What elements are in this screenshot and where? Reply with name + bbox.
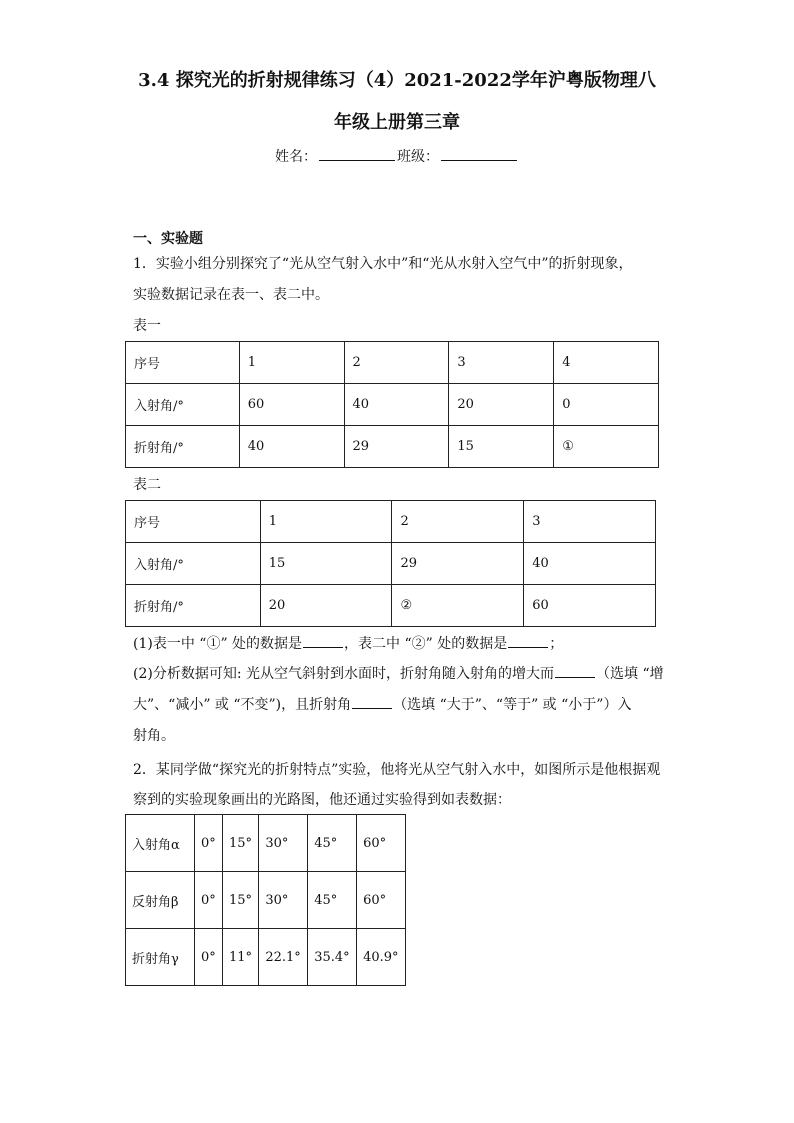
table-cell: 30° (259, 815, 308, 872)
table-row (126, 929, 406, 986)
q1-part1-text-a: (1)表一中 “①” 处的数据是 (133, 636, 303, 652)
page-title-line2: 年级上册第三章 (334, 112, 460, 133)
table-cell: 0° (195, 815, 223, 872)
table-cell: 11° (223, 929, 259, 986)
table-row (126, 815, 406, 872)
table-cell: 折射角/° (126, 426, 240, 468)
class-blank[interactable] (441, 148, 517, 161)
table-cell: 1 (239, 342, 344, 384)
table-cell: 折射角γ (126, 929, 195, 986)
q1-part2-text-d: （选填 “大于”、“等于” 或 “小于”）入 (393, 697, 632, 713)
table-cell: 15° (223, 872, 259, 929)
table-cell: 45° (308, 815, 357, 872)
table-cell: 2 (344, 342, 449, 384)
table-cell: 20 (260, 585, 392, 627)
q1-part2-line1 (133, 664, 664, 684)
table-cell: 1 (260, 501, 392, 543)
table-cell: 入射角α (126, 815, 195, 872)
table-cell: 4 (554, 342, 659, 384)
q2-text-line1: 2．某同学做“探究光的折射特点”实验，他将光从空气射入水中，如图所示是他根据观 (133, 762, 661, 778)
table-row (126, 426, 659, 468)
table-cell: 序号 (126, 501, 261, 543)
table-row (126, 384, 659, 426)
table-cell: 反射角β (126, 872, 195, 929)
table1 (125, 341, 659, 468)
table-cell: 40 (239, 426, 344, 468)
table2-label: 表二 (133, 477, 161, 493)
table-cell: 35.4° (308, 929, 357, 986)
table-cell: 45° (308, 872, 357, 929)
table-cell: 15 (260, 543, 392, 585)
table-cell: 40 (344, 384, 449, 426)
table-row (126, 342, 659, 384)
table-cell: ① (554, 426, 659, 468)
table-cell: ② (392, 585, 524, 627)
answer-blank-4[interactable] (352, 696, 392, 709)
q1-part1-text-c: ； (549, 636, 564, 652)
table-cell: 序号 (126, 342, 240, 384)
page-title-line1: 3.4 探究光的折射规律练习（4）2021-2022学年沪粤版物理八 (138, 70, 656, 91)
q1-text-line1: 1．实验小组分别探究了“光从空气射入水中”和“光从水射入空气中”的折射现象， (133, 256, 633, 272)
q2-text-line2: 察到的实验现象画出的光路图，他还通过实验得到如表数据： (133, 792, 511, 808)
table1-label: 表一 (133, 318, 161, 334)
table-cell: 15 (449, 426, 554, 468)
table-cell: 0 (554, 384, 659, 426)
answer-blank-1[interactable] (303, 635, 343, 648)
q1-part1 (133, 634, 563, 654)
class-label: 班级： (397, 149, 439, 165)
q1-text-line2: 实验数据记录在表一、表二中。 (133, 287, 329, 303)
table-cell: 20 (449, 384, 554, 426)
table3 (125, 814, 406, 986)
q1-part2-line2 (133, 695, 631, 715)
q1-part2-line3: 射角。 (133, 728, 175, 744)
table-cell: 29 (392, 543, 524, 585)
table-cell: 入射角/° (126, 543, 261, 585)
table-cell: 40 (524, 543, 656, 585)
table-row (126, 585, 656, 627)
table-cell: 15° (223, 815, 259, 872)
answer-blank-3[interactable] (555, 665, 595, 678)
section-title: 一、实验题 (133, 231, 203, 247)
table-cell: 30° (259, 872, 308, 929)
table-cell: 入射角/° (126, 384, 240, 426)
q1-part2-text-a: (2)分析数据可知: 光从空气斜射到水面时，折射角随入射角的增大而 (133, 666, 554, 682)
q1-part2-text-b: （选填 “增 (596, 666, 664, 682)
table-cell: 60 (239, 384, 344, 426)
q1-part2-text-c: 大”、“减小” 或 “不变”)，且折射角 (133, 697, 352, 713)
student-info-line (0, 146, 794, 166)
table-row (126, 501, 656, 543)
table-cell: 40.9° (357, 929, 406, 986)
table-cell: 3 (524, 501, 656, 543)
table-cell: 60° (357, 815, 406, 872)
name-label: 姓名： (275, 149, 317, 165)
table-cell: 折射角/° (126, 585, 261, 627)
table-row (126, 543, 656, 585)
name-blank[interactable] (319, 148, 395, 161)
table-cell: 3 (449, 342, 554, 384)
table-cell: 2 (392, 501, 524, 543)
table-row (126, 872, 406, 929)
table-cell: 29 (344, 426, 449, 468)
answer-blank-2[interactable] (508, 635, 548, 648)
table-cell: 60° (357, 872, 406, 929)
table-cell: 22.1° (259, 929, 308, 986)
table-cell: 60 (524, 585, 656, 627)
table-cell: 0° (195, 872, 223, 929)
table2 (125, 500, 656, 627)
q1-part1-text-b: ，表二中 “②” 处的数据是 (344, 636, 508, 652)
table-cell: 0° (195, 929, 223, 986)
